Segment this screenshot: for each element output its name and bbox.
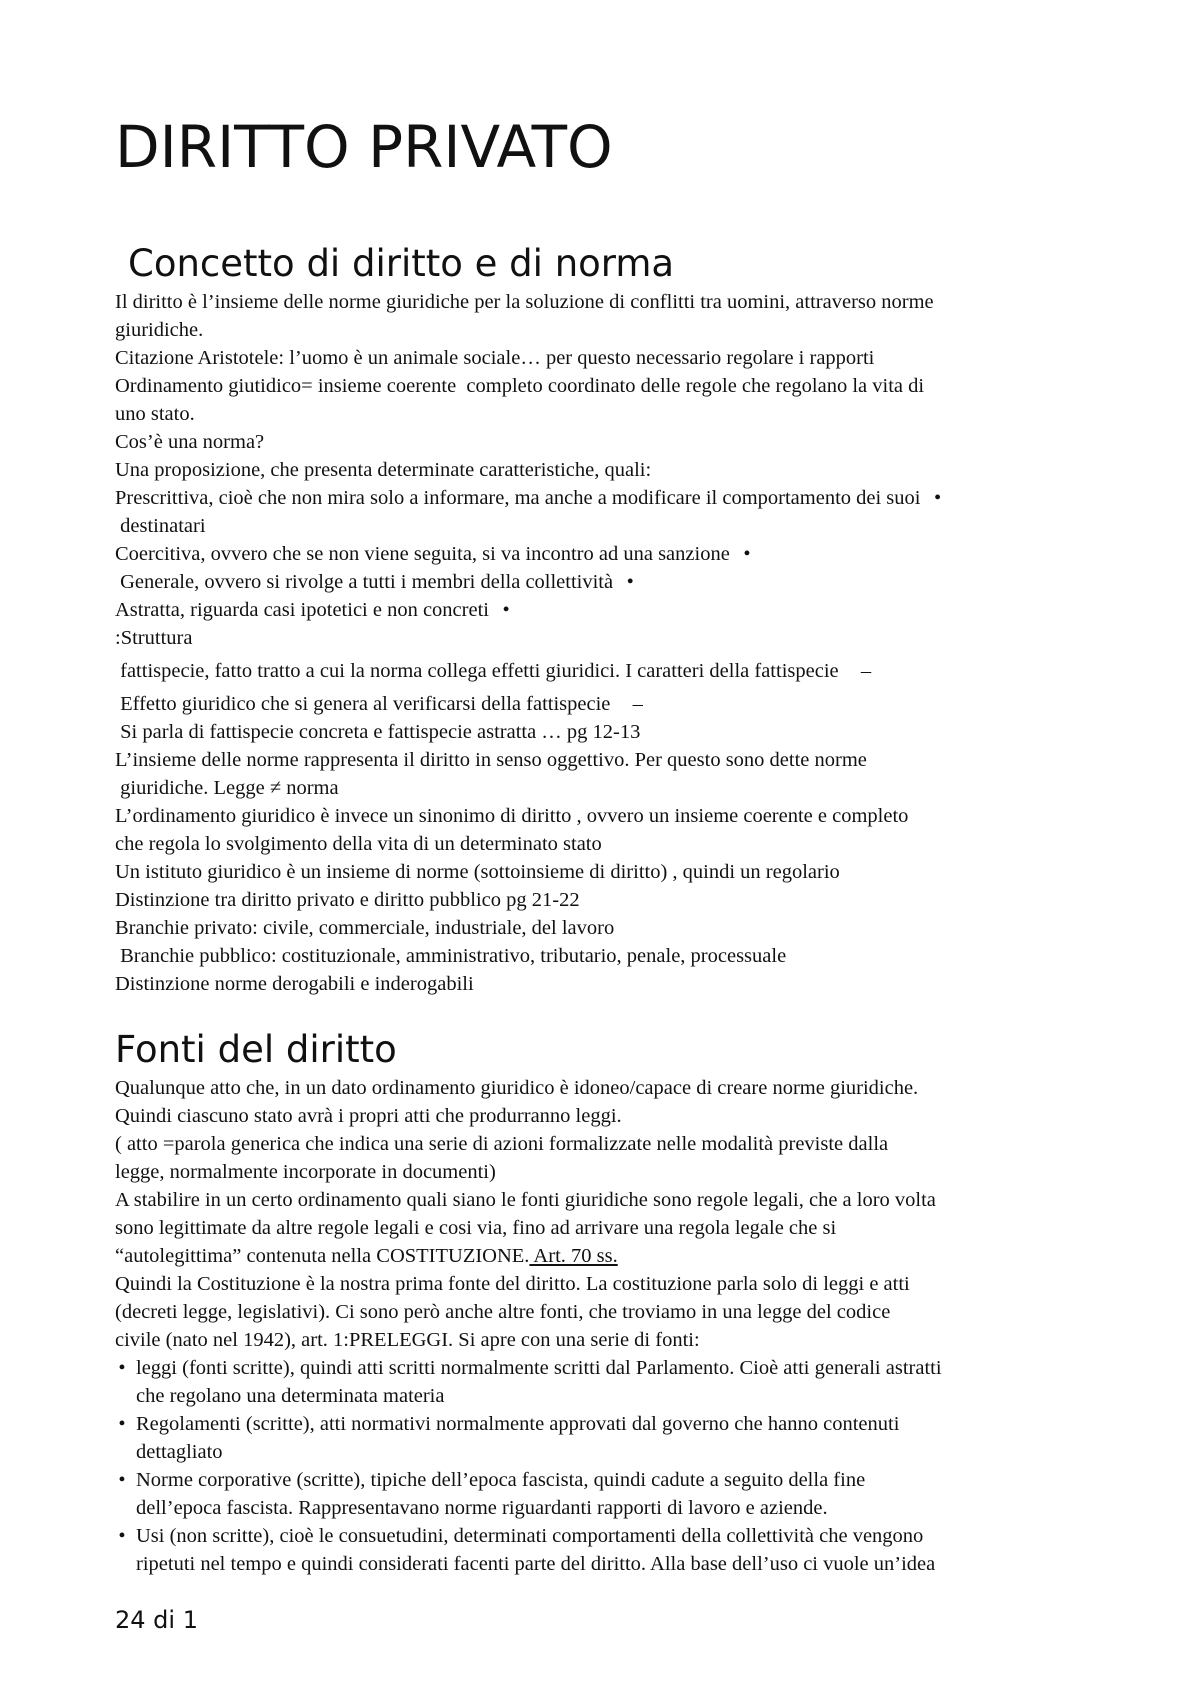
paragraph-line: sono legittimate da altre regole legali e cosi via, fino ad arrivare una regola legale che si	[115, 1217, 837, 1239]
paragraph-line: :Struttura	[115, 627, 193, 649]
paragraph-line: destinatari	[115, 515, 206, 537]
paragraph-line: L’ordinamento giuridico è invece un sinonimo di diritto , ovvero un insieme coerente e completo	[115, 805, 909, 827]
paragraph-line: Un istituto giuridico è un insieme di norme (sottoinsieme di diritto) , quindi un regolario	[115, 861, 840, 883]
paragraph-line: Branchie pubblico: costituzionale, amministrativo, tributario, penale, processuale	[115, 945, 787, 967]
section-concetto-body	[115, 288, 1100, 998]
list-item: • Regolamenti (scritte), atti normativi normalmente approvati dal governo che hanno contenuti dettagliato	[115, 1410, 1105, 1466]
paragraph-line: A stabilire in un certo ordinamento quali siano le fonti giuridiche sono regole legali, che a loro volta	[115, 1189, 936, 1211]
bullet-icon: •	[118, 1413, 126, 1435]
paragraph-line: Una proposizione, che presenta determinate caratteristiche, quali:	[115, 459, 652, 481]
paragraph-line: Distinzione tra diritto privato e diritto pubblico pg 21-22	[115, 889, 580, 911]
paragraph-line: Distinzione norme derogabili e inderogabili	[115, 973, 474, 995]
paragraph-line: Prescrittiva, cioè che non mira solo a informare, ma anche a modificare il comportamento dei suoi •	[115, 484, 1100, 512]
paragraph-line: Cos’è una norma?	[115, 431, 265, 453]
paragraph-line: Si parla di fattispecie concreta e fattispecie astratta … pg 12-13	[115, 721, 641, 743]
paragraph-line: che regola lo svolgimento della vita di un determinato stato	[115, 833, 602, 855]
paragraph-line: civile (nato nel 1942), art. 1:PRELEGGI. Si apre con una serie di fonti:	[115, 1329, 700, 1351]
paragraph-line: uno stato.	[115, 403, 195, 425]
paragraph-line: ( atto =parola generica che indica una serie di azioni formalizzate nelle modalità previste dalla	[115, 1133, 889, 1155]
paragraph-line: Astratta, riguarda casi ipotetici e non concreti •	[115, 596, 1100, 624]
bullet-mark: •	[626, 571, 634, 593]
paragraph-line: Generale, ovvero si rivolge a tutti i membri della collettività •	[115, 568, 1100, 596]
bullet-mark: •	[934, 487, 942, 509]
bullet-icon: •	[118, 1357, 126, 1379]
paragraph-line: giuridiche.	[115, 319, 204, 341]
paragraph-line: Il diritto è l’insieme delle norme giuridiche per la soluzione di conflitti tra uomini, attraverso norme	[115, 291, 934, 313]
bullet-mark: •	[502, 599, 510, 621]
paragraph-line: Quindi la Costituzione è la nostra prima fonte del diritto. La costituzione parla solo di leggi e atti	[115, 1273, 910, 1295]
paragraph-line: fattispecie, fatto tratto a cui la norma collega effetti giuridici. I caratteri della fattispecie –	[115, 657, 1100, 690]
sources-bullet-list	[115, 1354, 1105, 1578]
list-item: • Usi (non scritte), cioè le consuetudini, determinati comportamenti della collettività che vengono ripetuti nel tempo e quindi considerati facenti parte del diritto. Alla base dell’uso ci vuole un’idea	[115, 1522, 1105, 1578]
list-item: • Norme corporative (scritte), tipiche dell’epoca fascista, quindi cadute a seguito della fine dell’epoca fascista. Rappresentavano norme riguardanti rapporti di lavoro e aziende.	[115, 1466, 1105, 1522]
paragraph-line: giuridiche. Legge ≠ norma	[115, 777, 339, 799]
section-fonti-body	[115, 1074, 1100, 1354]
paragraph-line: L’insieme delle norme rappresenta il diritto in senso oggettivo. Per questo sono dette norme	[115, 749, 867, 771]
page-number: 24 di 1	[115, 1606, 198, 1634]
dash-mark: –	[860, 660, 872, 682]
bullet-icon: •	[118, 1525, 126, 1547]
bullet-icon: •	[118, 1469, 126, 1491]
paragraph-line: Ordinamento giutidico= insieme coerente completo coordinato delle regole che regolano la vita di	[115, 375, 925, 397]
section-heading-fonti: Fonti del diritto	[115, 1028, 397, 1071]
paragraph-line: Branchie privato: civile, commerciale, industriale, del lavoro	[115, 917, 615, 939]
article-reference-link[interactable]: Art. 70 ss.	[529, 1245, 618, 1267]
paragraph-line: (decreti legge, legislativi). Ci sono però anche altre fonti, che troviamo in una legge del codice	[115, 1301, 891, 1323]
section-heading-concetto: Concetto di diritto e di norma	[128, 242, 675, 285]
paragraph-line: legge, normalmente incorporate in documenti)	[115, 1161, 496, 1183]
dash-mark: –	[632, 693, 643, 715]
list-item: • leggi (fonti scritte), quindi atti scritti normalmente scritti dal Parlamento. Cioè atti generali astratti che regolano una determinata materia	[115, 1354, 1105, 1410]
paragraph-line: Quindi ciascuno stato avrà i propri atti che produrranno leggi.	[115, 1105, 622, 1127]
paragraph-line: “autolegittima” contenuta nella COSTITUZIONE. Art. 70 ss.	[115, 1245, 618, 1267]
paragraph-line: Qualunque atto che, in un dato ordinamento giuridico è idoneo/capace di creare norme giuridiche.	[115, 1077, 919, 1099]
paragraph-line: Effetto giuridico che si genera al verificarsi della fattispecie –	[115, 690, 1100, 718]
paragraph-line: Coercitiva, ovvero che se non viene seguita, si va incontro ad una sanzione •	[115, 540, 1100, 568]
document-title: DIRITTO PRIVATO	[115, 113, 613, 181]
paragraph-line: Citazione Aristotele: l’uomo è un animale sociale… per questo necessario regolare i rapporti	[115, 347, 875, 369]
bullet-mark: •	[743, 543, 751, 565]
